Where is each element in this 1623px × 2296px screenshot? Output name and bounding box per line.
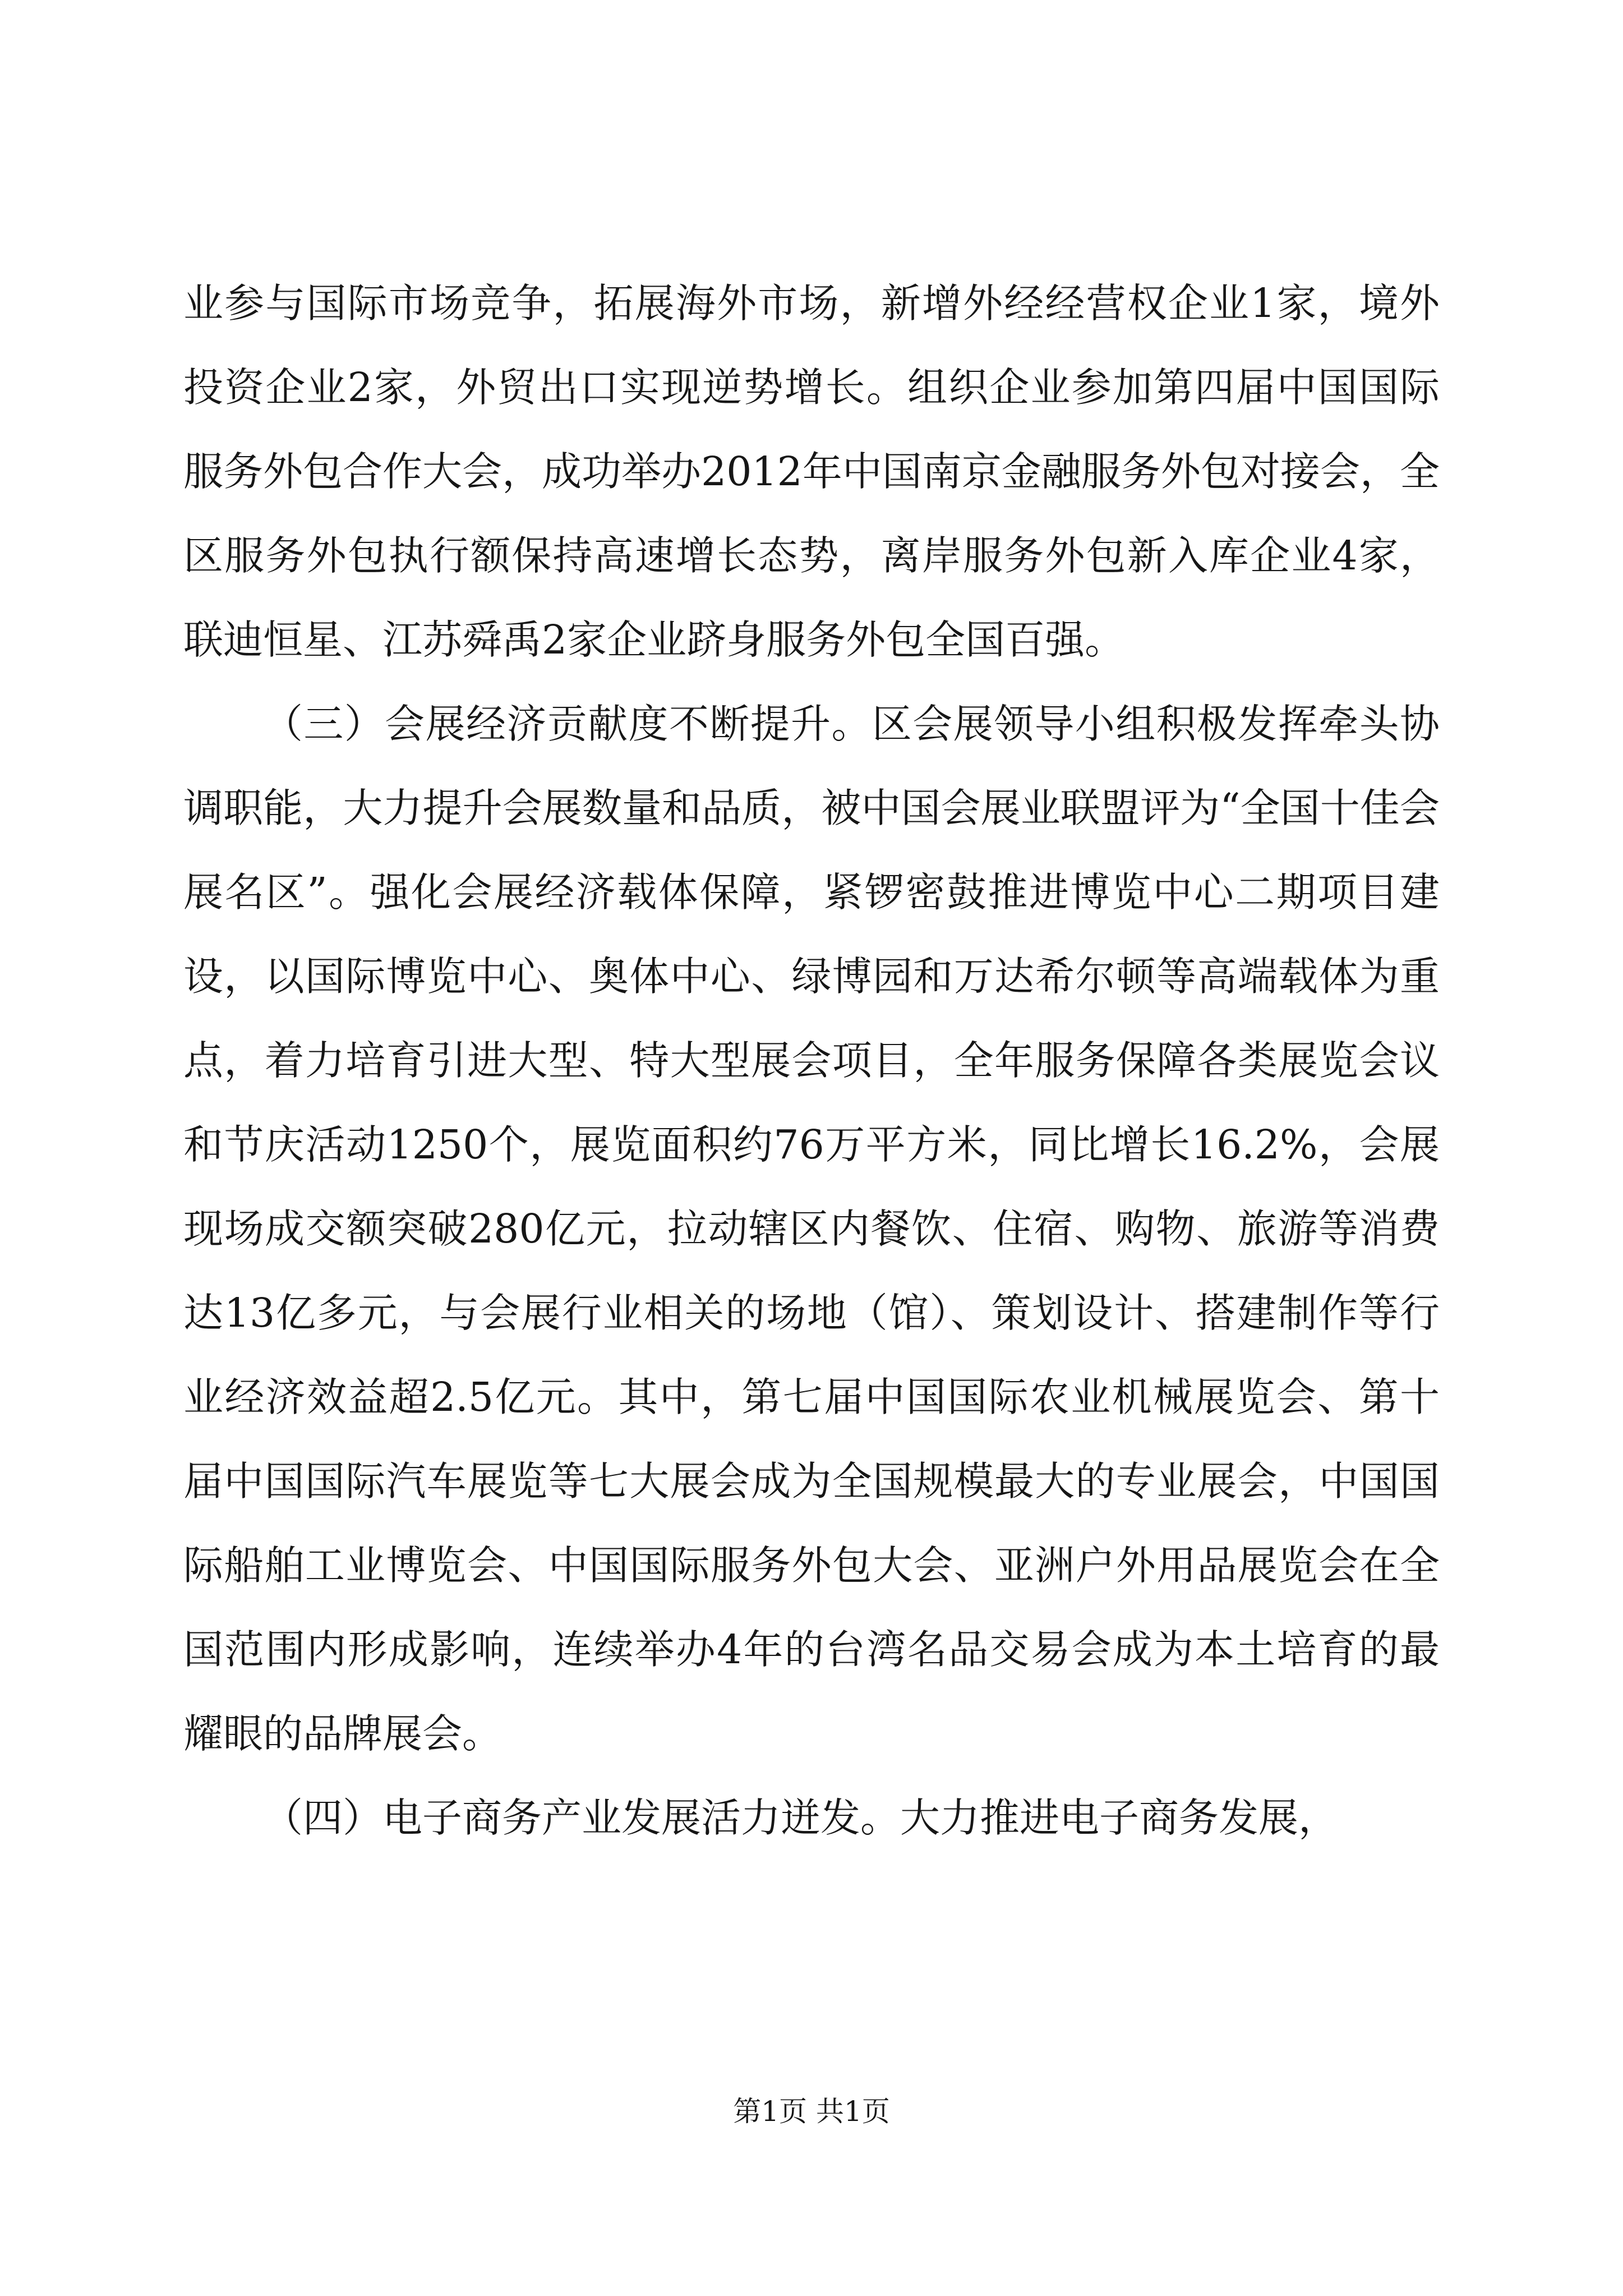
paragraph-3: （四）电子商务产业发展活力迸发。大力推进电子商务发展， <box>263 1795 1339 1841</box>
paragraph-1: 业参与国际市场竞争，拓展海外市场，新增外经经营权企业1家，境外投资企业2家，外贸出口实现逆势增长。组织企业参加第四届中国国际服务外包合作大会，成功举办2012年中国南京金融服务外包对接会，全区服务外包执行额保持高速增长态势，离岸服务外包新入库企业4家，联迪恒星、江苏舜禹2家企业跻身服务外包全国百强。 <box>183 280 1440 663</box>
page-footer: 第1页 共1页 <box>733 2095 890 2128</box>
document-body <box>183 261 1440 1860</box>
paragraph-2: （三）会展经济贡献度不断提升。区会展领导小组积极发挥牵头协调职能，大力提升会展数量和品质，被中国会展业联盟评为“全国十佳会展名区”。强化会展经济载体保障，紧锣密鼓推进博览中心二期项目建设，以国际博览中心、奥体中心、绿博园和万达希尔顿等高端载体为重点，着力培育引进大型、特大型展会项目，全年服务保障各类展览会议和节庆活动1250个，展览面积约76万平方米，同比增长16.2%，会展现场成交额突破280亿元，拉动辖区内餐饮、住宿、购物、旅游等消费达13亿多元，与会展行业相关的场地（馆）、策划设计、搭建制作等行业经济效益超2.5亿元。其中，第七届中国国际农业机械展览会、第十届中国国际汽车展览等七大展会成为全国规模最大的专业展会，中国国际船舶工业博览会、中国国际服务外包大会、亚洲户外用品展览会在全国范围内形成影响，连续举办4年的台湾名品交易会成为本土培育的最耀眼的品牌展会。 <box>183 701 1440 1757</box>
